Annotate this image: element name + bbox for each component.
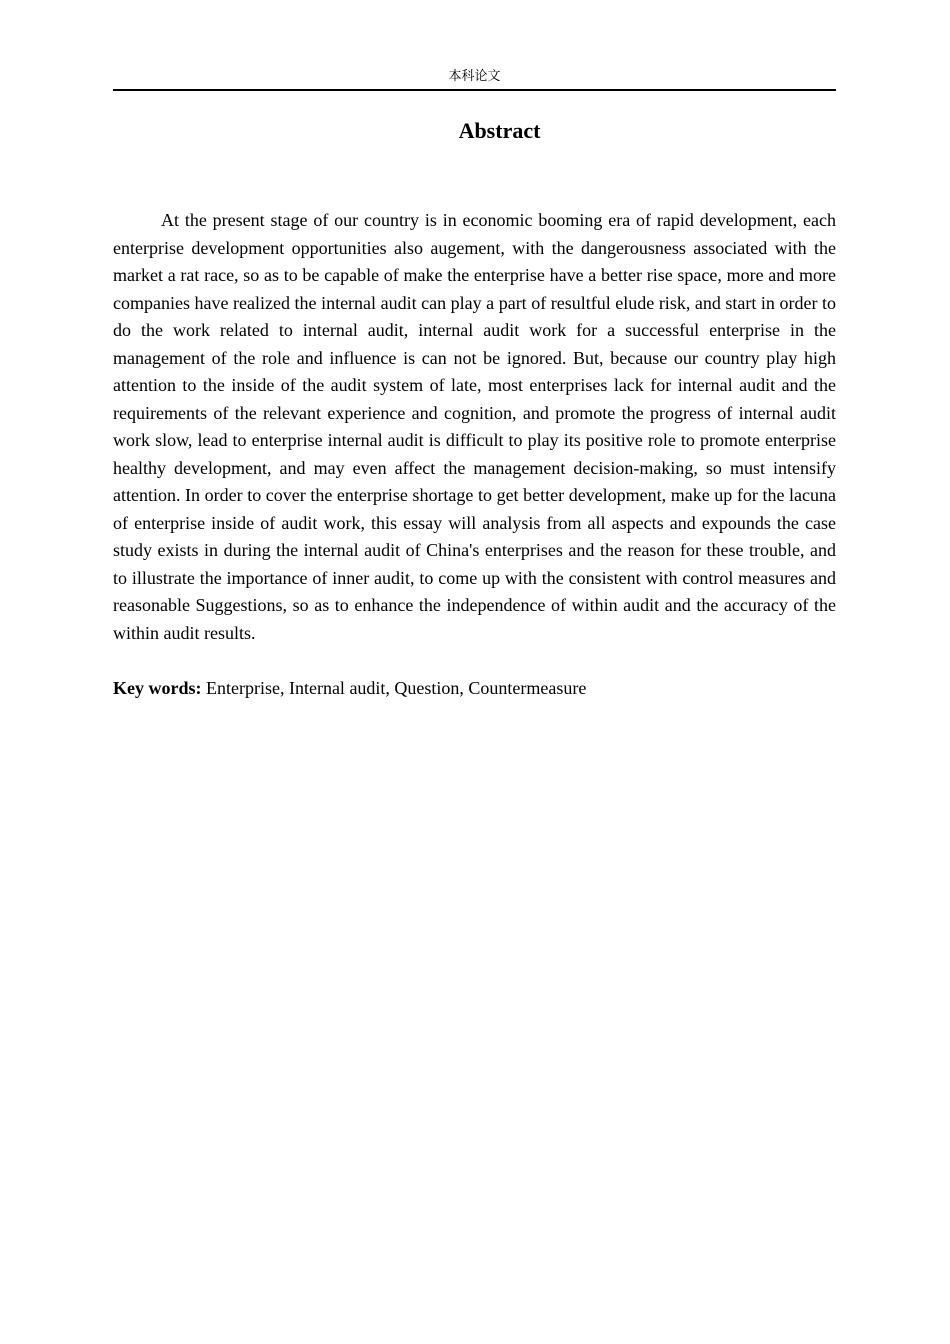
header-title: 本科论文 <box>448 69 501 84</box>
keywords-list: Enterprise, Internal audit, Question, Countermeasure <box>201 678 587 698</box>
abstract-title: Abstract <box>458 118 541 143</box>
page-header <box>113 68 836 91</box>
keywords-label: Key words: <box>113 678 202 698</box>
keywords-line <box>113 675 836 703</box>
abstract-body: At the present stage of our country is in economic booming era of rapid development, each enterprise development opportunities also augement, with the dangerousness associated with the market a rat race, so as to be capable of make the enterprise have a better rise space, more and more companies have realized the internal audit can play a part of resultful elude risk, and start in order to do the work related to internal audit, internal audit work for a successful enterprise in the management of the role and influence is can not be ignored. But, because our country play high attention to the inside of the audit system of late, most enterprises lack for internal audit and the requirements of the relevant experience and cognition, and promote the progress of internal audit work slow, lead to enterprise internal audit is difficult to play its positive role to promote enterprise healthy development, and may even affect the management decision-making, so must intensify attention. In order to cover the enterprise shortage to get better development, make up for the lacuna of enterprise inside of audit work, this essay will analysis from all aspects and expounds the case study exists in during the internal audit of China's enterprises and the reason for these trouble, and to illustrate the importance of inner audit, to come up with the consistent with control measures and reasonable Suggestions, so as to enhance the independence of within audit and the accuracy of the within audit results. <box>113 210 836 643</box>
